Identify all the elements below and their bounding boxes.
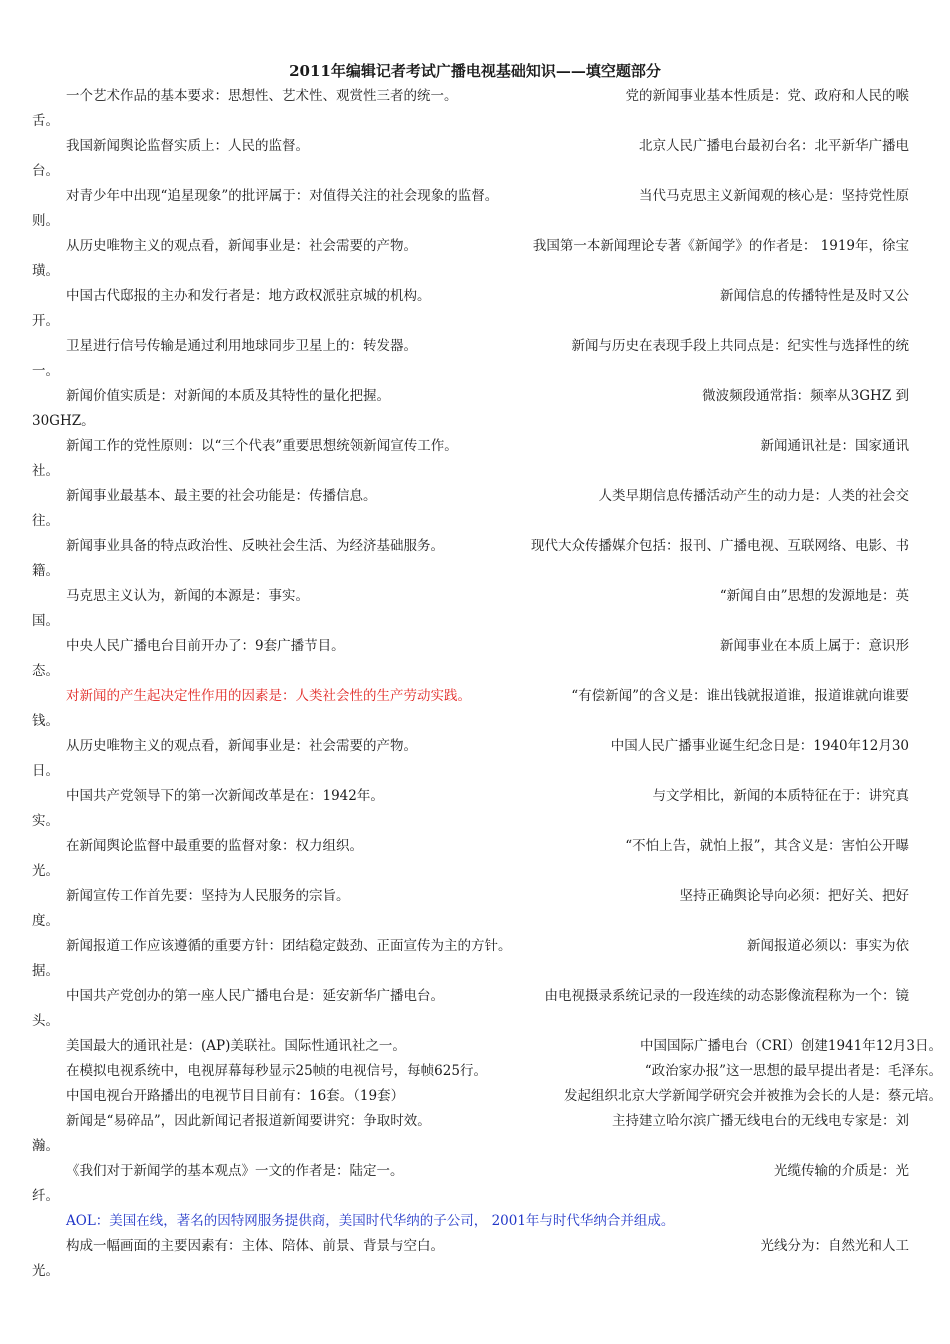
qa-right-text: 新闻事业在本质上属于：意识形: [720, 638, 909, 654]
qa-right-text: 现代大众传播媒介包括：报刊、广播电视、互联网络、电影、书: [531, 538, 909, 554]
qa-right-text: “政治家办报”这一思想的最早提出者是：毛泽东。: [644, 1063, 942, 1079]
qa-left-text: 中国共产党创办的第一座人民广播电台是：延安新华广播电台。: [66, 988, 444, 1004]
qa-continuation-text: 纤。: [32, 1188, 59, 1204]
qa-continuation-text: 头。: [32, 1013, 59, 1029]
qa-row: [32, 984, 917, 1034]
qa-left-text: 新闻宣传工作首先要：坚持为人民服务的宗旨。: [66, 888, 350, 904]
qa-left-text: 新闻事业最基本、最主要的社会功能是：传播信息。: [66, 488, 377, 504]
qa-right-text: 新闻通讯社是：国家通讯: [760, 438, 909, 454]
qa-row-line: [32, 384, 917, 409]
qa-left-text: 构成一幅画面的主要因素有：主体、陪体、前景、背景与空白。: [66, 1238, 444, 1254]
qa-row-line: [32, 484, 917, 509]
qa-right-text: 主持建立哈尔滨广播无线电台的无线电专家是：刘: [612, 1113, 909, 1129]
qa-left-text: 一个艺术作品的基本要求：思想性、艺术性、观赏性三者的统一。: [66, 88, 458, 104]
qa-right-text: 由电视摄录系统记录的一段连续的动态影像流程称为一个：镜: [544, 988, 909, 1004]
qa-row: [32, 1084, 942, 1109]
qa-row: [32, 134, 917, 184]
qa-left-text: 在模拟电视系统中，电视屏幕每秒显示25帧的电视信号，每帧625行。: [66, 1063, 487, 1079]
qa-continuation-text: 度。: [32, 913, 59, 929]
qa-row-line: [32, 984, 917, 1009]
qa-right-text: “有偿新闻”的含义是：谁出钱就报道谁，报道谁就向谁要: [571, 688, 909, 704]
qa-continuation-text: 瀚。: [32, 1138, 59, 1154]
qa-row-line: [32, 434, 917, 459]
qa-right-text: 发起组织北京大学新闻学研究会并被推为会长的人是：蔡元培。: [564, 1088, 942, 1104]
qa-continuation-text: 开。: [32, 313, 59, 329]
qa-left-text: 美国最大的通讯社是：(AP)美联社。国际性通讯社之一。: [66, 1038, 406, 1054]
qa-row: [32, 1209, 917, 1234]
qa-continuation-text: 舌。: [32, 113, 59, 129]
qa-row-line: [32, 934, 917, 959]
qa-row: [32, 384, 917, 434]
qa-row-line: [32, 1059, 942, 1084]
qa-row: [32, 1234, 917, 1284]
qa-right-text: 我国第一本新闻理论专著《新闻学》的作者是： 1919年，徐宝: [532, 238, 909, 254]
qa-row-line: [32, 634, 917, 659]
qa-row-line: [32, 334, 917, 359]
qa-row-line: [32, 1234, 917, 1259]
qa-left-text: 中国电视台开路播出的电视节目目前有：16套。（19套）: [66, 1088, 405, 1104]
qa-row: [32, 334, 917, 384]
qa-left-text: 卫星进行信号传输是通过利用地球同步卫星上的：转发器。: [66, 338, 417, 354]
qa-right-text: “新闻自由”思想的发源地是：英: [719, 588, 909, 604]
qa-row-line: [32, 284, 917, 309]
qa-row-line: [32, 1084, 942, 1109]
qa-continuation-text: 台。: [32, 163, 59, 179]
qa-row-line: [32, 234, 917, 259]
qa-row-line: [32, 84, 917, 109]
qa-continuation-text: 态。: [32, 663, 59, 679]
qa-right-text: 坚持正确舆论导向必须：把好关、把好: [679, 888, 909, 904]
qa-row: [32, 484, 917, 534]
qa-left-text: 马克思主义认为，新闻的本源是：事实。: [66, 588, 309, 604]
qa-right-text: 新闻与历史在表现手段上共同点是：纪实性与选择性的统: [571, 338, 909, 354]
qa-right-text: 当代马克思主义新闻观的核心是：坚持党性原: [639, 188, 909, 204]
qa-row-line: [32, 834, 917, 859]
qa-continuation-text: 据。: [32, 963, 59, 979]
qa-row-line: [32, 1109, 917, 1134]
qa-continuation-text: 社。: [32, 463, 59, 479]
qa-right-text: 光缆传输的介质是：光: [774, 1163, 909, 1179]
qa-continuation-text: 30GHZ。: [32, 413, 95, 429]
qa-right-text: “不怕上告，就怕上报”，其含义是：害怕公开曝: [625, 838, 909, 854]
qa-row-line: [32, 784, 917, 809]
qa-row: [32, 1034, 942, 1059]
qa-left-text: 对青少年中出现“追星现象”的批评属于：对值得关注的社会现象的监督。: [66, 188, 499, 204]
qa-left-text: 新闻报道工作应该遵循的重要方针：团结稳定鼓劲、正面宣传为主的方针。: [66, 938, 512, 954]
qa-row-line: [32, 584, 917, 609]
qa-continuation-text: 实。: [32, 813, 59, 829]
qa-continuation-text: 日。: [32, 763, 59, 779]
qa-row: [32, 1059, 942, 1084]
qa-right-text: 新闻信息的传播特性是及时又公: [720, 288, 909, 304]
qa-left-text: 新闻价值实质是：对新闻的本质及其特性的量化把握。: [66, 388, 390, 404]
qa-row-line: [32, 534, 917, 559]
qa-left-text: 中央人民广播电台目前开办了：9套广播节目。: [66, 638, 345, 654]
qa-left-text: 新闻工作的党性原则：以“三个代表”重要思想统领新闻宣传工作。: [66, 438, 458, 454]
qa-row: [32, 1159, 917, 1209]
qa-right-text: 人类早期信息传播活动产生的动力是：人类的社会交: [598, 488, 909, 504]
qa-row-line: [32, 734, 917, 759]
qa-continuation-text: 一。: [32, 363, 59, 379]
qa-continuation-text: 钱。: [32, 713, 59, 729]
qa-row-line: [32, 684, 917, 709]
qa-row-line: [32, 1159, 917, 1184]
qa-left-text: AOL：美国在线，著名的因特网服务提供商，美国时代华纳的子公司， 2001年与时代华纳合并组成。: [66, 1213, 675, 1229]
qa-right-text: 党的新闻事业基本性质是：党、政府和人民的喉: [625, 88, 909, 104]
qa-continuation-text: 籍。: [32, 563, 59, 579]
qa-right-text: 光线分为：自然光和人工: [760, 1238, 909, 1254]
qa-left-text: 我国新闻舆论监督实质上：人民的监督。: [66, 138, 309, 154]
qa-right-text: 新闻报道必须以：事实为依: [747, 938, 909, 954]
qa-row: [32, 684, 917, 734]
qa-right-text: 中国国际广播电台（CRI）创建1941年12月3日。: [640, 1038, 942, 1054]
qa-right-text: 中国人民广播事业诞生纪念日是：1940年12月30: [610, 738, 909, 754]
qa-left-text: 《我们对于新闻学的基本观点》一文的作者是：陆定一。: [66, 1163, 404, 1179]
qa-continuation-text: 光。: [32, 1263, 59, 1279]
qa-left-text: 中国古代邸报的主办和发行者是：地方政权派驻京城的机构。: [66, 288, 431, 304]
qa-continuation-text: 往。: [32, 513, 59, 529]
qa-left-text: 在新闻舆论监督中最重要的监督对象：权力组织。: [66, 838, 363, 854]
qa-continuation-text: 光。: [32, 863, 59, 879]
qa-row: [32, 884, 917, 934]
qa-row: [32, 634, 917, 684]
qa-left-text: 从历史唯物主义的观点看，新闻事业是：社会需要的产物。: [66, 238, 417, 254]
qa-left-text: 从历史唯物主义的观点看，新闻事业是：社会需要的产物。: [66, 738, 417, 754]
qa-row: [32, 534, 917, 584]
qa-row: [32, 734, 917, 784]
qa-row-line: [32, 1034, 942, 1059]
qa-row: [32, 84, 917, 134]
qa-right-text: 与文学相比，新闻的本质特征在于：讲究真: [652, 788, 909, 804]
qa-left-text: 新闻是“易碎品”，因此新闻记者报道新闻要讲究：争取时效。: [66, 1113, 431, 1129]
qa-row-line: [32, 884, 917, 909]
qa-right-text: 微波频段通常指：频率从3GHZ 到: [702, 388, 909, 404]
qa-row: [32, 284, 917, 334]
qa-row: [32, 1109, 917, 1159]
qa-continuation-text: 璜。: [32, 263, 59, 279]
qa-continuation-text: 则。: [32, 213, 59, 229]
qa-row: [32, 184, 917, 234]
qa-row: [32, 434, 917, 484]
qa-continuation-text: 国。: [32, 613, 59, 629]
qa-right-text: 北京人民广播电台最初台名：北平新华广播电: [639, 138, 909, 154]
qa-left-text: 新闻事业具备的特点政治性、反映社会生活、为经济基础服务。: [66, 538, 444, 554]
qa-row: [32, 584, 917, 634]
qa-row-line: [32, 1209, 917, 1234]
page-title: 2011年编辑记者考试广播电视基础知识——填空题部分: [289, 62, 661, 80]
qa-row-line: [32, 134, 917, 159]
qa-row: [32, 234, 917, 284]
qa-row-line: [32, 184, 917, 209]
qa-row: [32, 834, 917, 884]
qa-left-text: 中国共产党领导下的第一次新闻改革是在：1942年。: [66, 788, 384, 804]
qa-row: [32, 784, 917, 834]
qa-row: [32, 934, 917, 984]
qa-left-text: 对新闻的产生起决定性作用的因素是：人类社会性的生产劳动实践。: [66, 688, 471, 704]
